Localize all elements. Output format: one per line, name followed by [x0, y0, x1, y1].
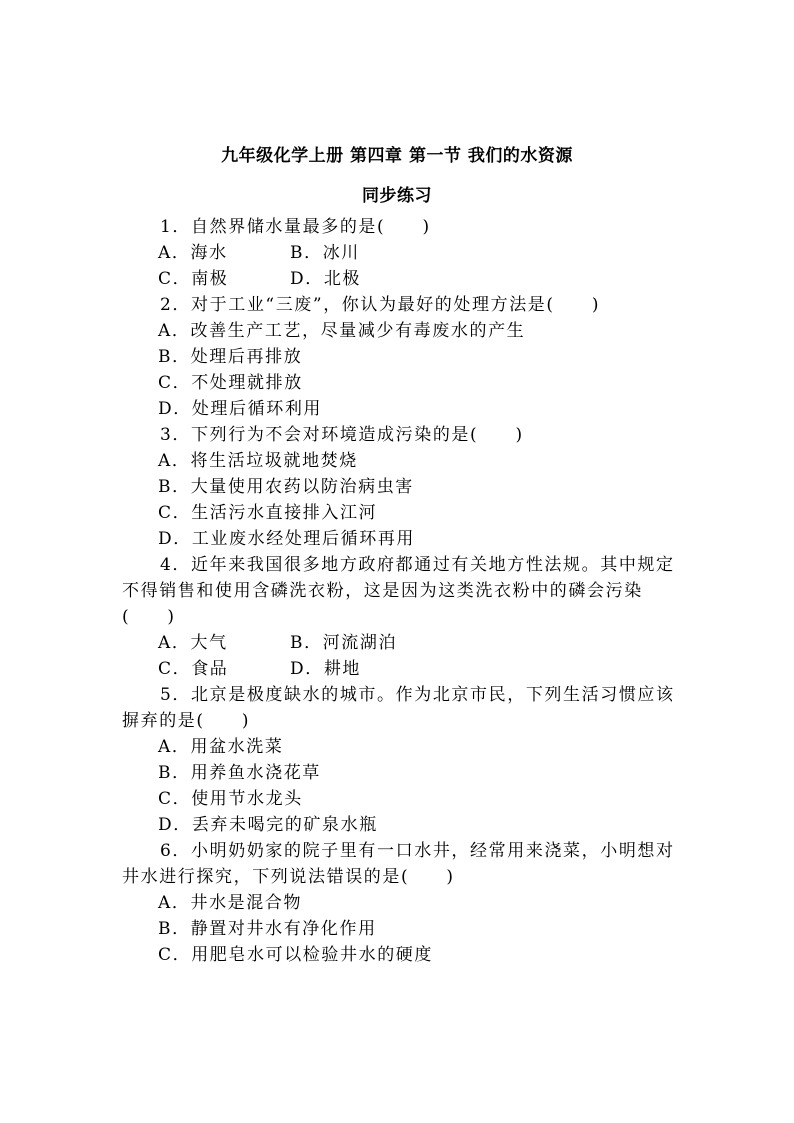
question-3-stem: 3．下列行为不会对环境造成污染的是( ) — [160, 425, 524, 445]
question-1-stem: 1．自然界储水量最多的是( ) — [160, 217, 431, 237]
question-1-option-a: A．海水 — [158, 243, 228, 263]
question-2-option-b: B．处理后再排放 — [158, 347, 303, 367]
question-6-option-a: A．井水是混合物 — [158, 893, 303, 913]
question-4-option-a: A．大气 — [158, 633, 228, 653]
question-1-option-d: D．北极 — [290, 269, 362, 289]
question-3-option-b: B．大量使用农药以防治病虫害 — [158, 477, 414, 497]
question-4-stem: 4．近年来我国很多地方政府都通过有关地方性法规。其中规定不得销售和使用含磷洗衣粉，这是因为这类洗衣粉中的磷会污染( ) — [122, 555, 675, 627]
question-6-option-c: C．用肥皂水可以检验井水的硬度 — [158, 945, 434, 965]
question-1-options-row-1 — [122, 240, 682, 266]
question-5-option-b: B．用养鱼水浇花草 — [158, 763, 321, 783]
question-2-option-d: D．处理后循环利用 — [158, 399, 323, 419]
question-4-option-b: B．河流湖泊 — [290, 633, 398, 653]
question-2-option-c: C．不处理就排放 — [158, 373, 303, 393]
question-2-option-a: A．改善生产工艺，尽量减少有毒废水的产生 — [158, 321, 526, 341]
question-5-option-c: C．使用节水龙头 — [158, 789, 303, 809]
question-1-option-c: C．南极 — [158, 269, 229, 289]
question-1-option-b: B．冰川 — [290, 243, 360, 263]
question-list — [122, 214, 682, 968]
document-subtitle: 同步练习 — [362, 186, 432, 206]
question-4-options-row-1 — [122, 630, 682, 656]
document-title: 九年级化学上册 第四章 第一节 我们的水资源 — [221, 146, 573, 166]
question-3-option-d: D．工业废水经处理后循环再用 — [158, 529, 416, 549]
question-3-option-c: C．生活污水直接排入江河 — [158, 503, 378, 523]
question-2-stem: 2．对于工业“三废”，你认为最好的处理方法是( ) — [160, 295, 601, 315]
question-1-options-row-2 — [122, 266, 682, 292]
question-3-option-a: A．将生活垃圾就地焚烧 — [158, 451, 358, 471]
question-5-stem: 5．北京是极度缺水的城市。作为北京市民，下列生活习惯应该摒弃的是( ) — [122, 685, 675, 731]
question-4-options-row-2 — [122, 656, 682, 682]
question-6-option-b: B．静置对井水有净化作用 — [158, 919, 377, 939]
question-4-option-c: C．食品 — [158, 659, 229, 679]
question-5-option-a: A．用盆水洗菜 — [158, 737, 284, 757]
question-6-stem: 6．小明奶奶家的院子里有一口水井，经常用来浇菜，小明想对井水进行探究，下列说法错误的是( ) — [122, 841, 675, 887]
question-5-option-d: D．丢弃未喝完的矿泉水瓶 — [158, 815, 378, 835]
question-4-option-d: D．耕地 — [290, 659, 362, 679]
